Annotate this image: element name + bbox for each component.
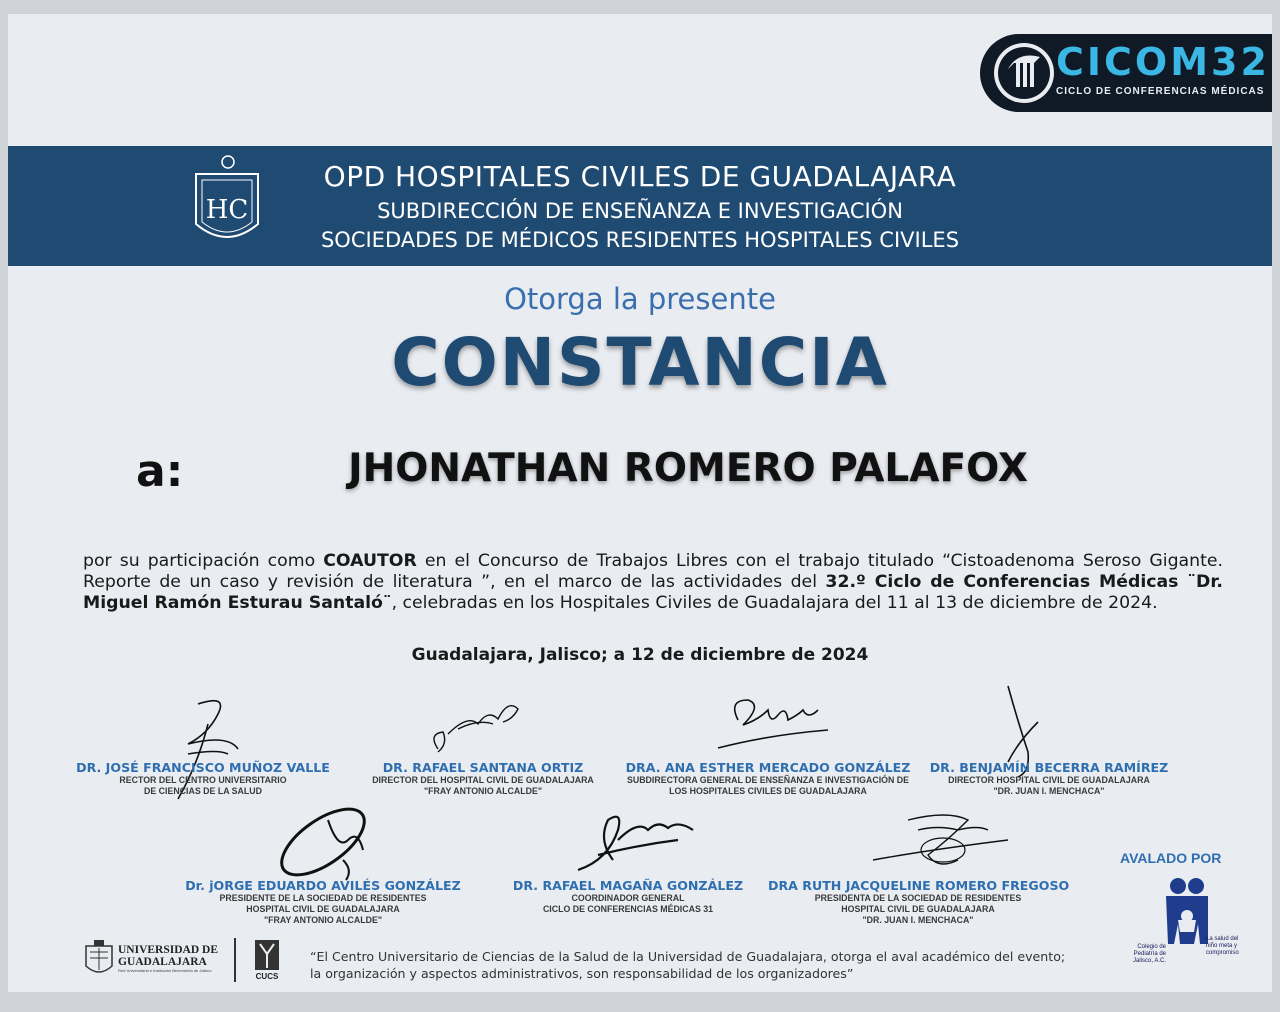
signature-scribble-5 xyxy=(268,800,388,890)
intro-text: Otorga la presente xyxy=(504,282,776,316)
signatory-5: Dr. jORGE EDUARDO AVILÉS GONZÁLEZ PRESIDENTE DE LA SOCIEDAD DE RESIDENTES HOSPITAL CIVIL DE GUADALAJARA "FRAY ANTONIO ALCALDE" xyxy=(185,878,461,925)
header-band xyxy=(8,146,1272,266)
certificate-page xyxy=(8,14,1272,992)
cucs-label: CUCS xyxy=(255,972,279,981)
endorsement-label: AVALADO POR xyxy=(1120,850,1222,866)
recipient-label: a: xyxy=(136,446,184,497)
udg-tagline: Red Universitaria e Institución Benemérita de Jalisco xyxy=(118,968,212,973)
signature-scribble-3 xyxy=(708,690,838,752)
signature-scribble-7 xyxy=(868,800,1018,880)
footer-disclaimer: “El Centro Universitario de Ciencias de la Salud de la Universidad de Guadalajara, otorga el aval académico del evento; la organización y aspectos administrativos, son responsabilidad de los organizadores” xyxy=(310,949,1066,981)
signatory-7: DRA RUTH JACQUELINE ROMERO FREGOSO PRESIDENTA DE LA SOCIEDAD DE RESIDENTES HOSPITAL CIVIL DE GUADALAJARA "DR. JUAN I. MENCHACA" xyxy=(768,878,1070,925)
signature-scribble-6 xyxy=(568,800,708,880)
header-line-2: SUBDIRECCIÓN DE ENSEÑANZA E INVESTIGACIÓN xyxy=(377,199,903,223)
decorative-arc xyxy=(438,14,798,124)
signature-scribble-2 xyxy=(418,694,528,754)
cicom-subtitle: CICLO DE CONFERENCIAS MÉDICAS xyxy=(1056,86,1265,97)
udg-name: UNIVERSIDAD DE GUADALAJARA xyxy=(118,944,219,968)
footer-divider xyxy=(234,938,236,982)
signatory-1: DR. JOSÉ FRANCISCO MUÑOZ VALLE RECTOR DEL CENTRO UNIVERSITARIO DE CIENCIAS DE LA SALUD xyxy=(76,760,330,796)
participation-role: COAUTOR xyxy=(323,551,417,571)
header-line-1: OPD HOSPITALES CIVILES DE GUADALAJARA xyxy=(323,160,957,193)
place-date: Guadalajara, Jalisco; a 12 de diciembre de 2024 xyxy=(411,645,869,665)
endorsement-motto: La salud del niño meta y compromiso xyxy=(1206,936,1239,956)
endorsement-org: Colegio de Pediatría de Jalisco, A.C. xyxy=(1132,944,1166,964)
signatory-3: DRA. ANA ESTHER MERCADO GONZÁLEZ SUBDIRECTORA GENERAL DE ENSEÑANZA E INVESTIGACIÓN DE LOS HOSPITALES CIVILES DE GUADALAJARA xyxy=(625,760,911,796)
signatory-2: DR. RAFAEL SANTANA ORTIZ DIRECTOR DEL HOSPITAL CIVIL DE GUADALAJARA "FRAY ANTONIO ALCALDE" xyxy=(372,760,594,796)
signatory-4: DR. BENJAMÍN BECERRA RAMÍREZ DIRECTOR HOSPITAL CIVIL DE GUADALAJARA "DR. JUAN I. MENCHACA" xyxy=(929,760,1169,796)
header-line-3: SOCIEDADES DE MÉDICOS RESIDENTES HOSPITALES CIVILES xyxy=(320,228,960,252)
cicom-emblem-icon xyxy=(994,43,1054,103)
event-name: 32.º Ciclo de Conferencias Médicas ¨Dr. Miguel Ramón Esturau Santaló¨ xyxy=(83,572,1223,613)
udg-crest-icon xyxy=(82,938,116,980)
certificate-body: por su participación como COAUTOR en el Concurso de Trabajos Libres con el trabajo titulado “Cistoadenoma Seroso Gigante. Reporte de un caso y revisión de literatura ”, en el marco de las actividades del 32.º Ciclo de Conferencias Médicas ¨Dr. Miguel Ramón Esturau Santaló¨, celebradas en los Hospitales Civiles de Guadalajara del 11 al 13 de diciembre de 2024. xyxy=(83,551,1223,613)
svg-text:HC: HC xyxy=(205,195,249,225)
recipient-name: JHONATHAN ROMERO PALAFOX xyxy=(348,446,1028,491)
cicom-title: CICOM32 xyxy=(1056,40,1270,84)
certificate-title: CONSTANCIA xyxy=(391,324,889,401)
cicom-logo-banner xyxy=(980,34,1272,112)
signatory-6: DR. RAFAEL MAGAÑA GONZÁLEZ COORDINADOR GENERAL CICLO DE CONFERENCIAS MÉDICAS 31 xyxy=(512,878,744,914)
